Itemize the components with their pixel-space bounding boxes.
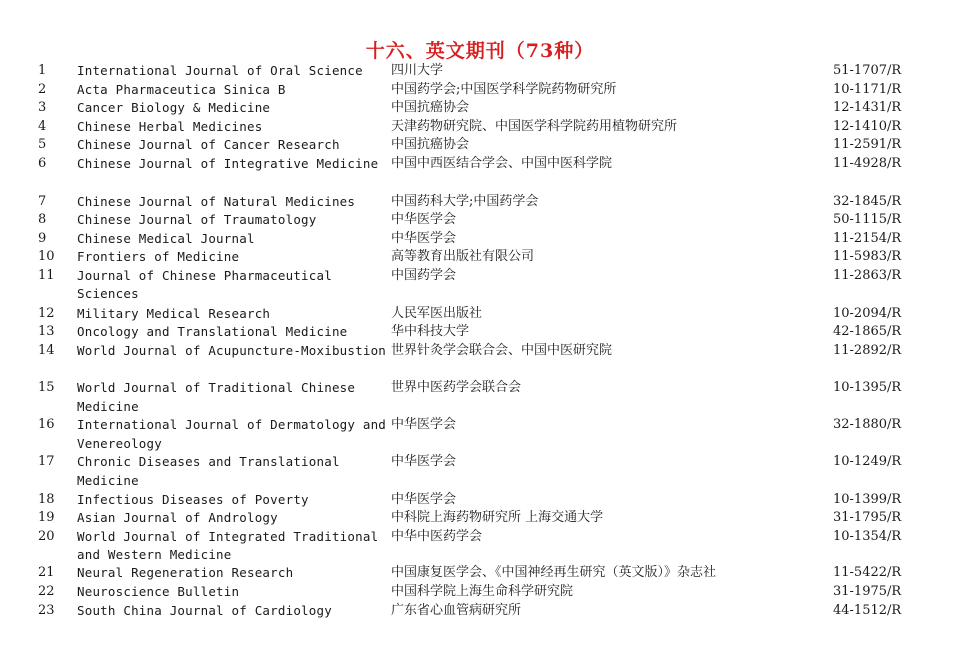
row-number: 12: [38, 305, 55, 321]
cn-code: 11-2892/R: [833, 342, 902, 358]
cn-code: 31-1795/R: [833, 510, 902, 525]
cn-code: 12-1410/R: [833, 118, 902, 134]
cn-code: 10-1171/R: [833, 81, 902, 97]
journal-name: Chinese Journal of Cancer Research: [77, 137, 340, 152]
cn-code: 12-1431/R: [833, 100, 902, 115]
row-number: 23: [38, 602, 55, 618]
journal-name: Cancer Biology & Medicine: [77, 100, 271, 115]
row-number: 6: [38, 155, 47, 171]
publisher: 中国科学院上海生命科学研究院: [391, 584, 574, 599]
row-number: 7: [38, 193, 47, 209]
publisher: 中国抗癌协会: [391, 137, 470, 152]
cn-code: 42-1865/R: [833, 324, 902, 339]
publisher: 中国中西医结合学会、中国中医科学院: [391, 155, 613, 171]
row-number: 15: [38, 380, 55, 395]
journal-name: Acta Pharmaceutica Sinica B: [77, 81, 286, 97]
publisher: 中国药学会;中国医学科学院药物研究所: [391, 81, 617, 97]
publisher: 中华医学会: [391, 212, 457, 227]
publisher: 世界中医药学会联合会: [391, 380, 522, 395]
journal-name: Chinese Journal of Natural Medicines: [77, 193, 356, 209]
publisher: 中国药学会: [391, 267, 457, 283]
row-number: 19: [38, 510, 55, 525]
cn-code: 11-5983/R: [833, 249, 902, 264]
row-number: 4: [38, 118, 47, 134]
cn-code: 11-2154/R: [833, 230, 902, 246]
journal-name: Oncology and Translational Medicine: [77, 324, 348, 339]
cn-code: 11-5422/R: [833, 565, 902, 580]
row-number: 16: [38, 417, 55, 432]
journal-name: Frontiers of Medicine: [77, 249, 240, 264]
cn-code: 10-1354/R: [833, 528, 902, 544]
journal-name: Chinese Herbal Medicines: [77, 118, 263, 134]
journal-name: International Journal of Dermatology and Venereology: [77, 417, 387, 451]
journal-name: World Journal of Acupuncture-Moxibustion: [77, 342, 387, 358]
publisher: 四川大学: [391, 63, 444, 78]
cn-code: 10-1395/R: [833, 380, 902, 395]
row-number: 10: [38, 249, 55, 264]
cn-code: 32-1845/R: [833, 193, 902, 209]
journal-name: World Journal of Integrated Traditional and Western Medicine: [77, 528, 379, 562]
publisher: 中国抗癌协会: [391, 100, 470, 115]
journal-name: Neural Regeneration Research: [77, 565, 294, 580]
cn-code: 50-1115/R: [833, 212, 902, 227]
publisher: 中华医学会: [391, 454, 457, 469]
publisher: 天津药物研究院、中国医学科学院药用植物研究所: [391, 118, 678, 134]
publisher: 中华医学会: [391, 491, 457, 507]
row-number: 17: [38, 454, 55, 469]
cn-code: 11-2591/R: [833, 137, 902, 152]
publisher: 广东省心血管病研究所: [391, 602, 522, 618]
publisher: 华中科技大学: [391, 324, 470, 339]
row-number: 3: [38, 100, 47, 115]
journal-name: World Journal of Traditional Chinese Medicine: [77, 380, 356, 414]
row-number: 9: [38, 230, 47, 246]
cn-code: 51-1707/R: [833, 63, 902, 78]
row-number: 1: [38, 63, 47, 78]
publisher: 中国康复医学会、《中国神经再生研究（英文版）》杂志社: [391, 565, 717, 580]
row-number: 8: [38, 212, 47, 227]
journal-name: Asian Journal of Andrology: [77, 510, 278, 525]
publisher: 中科院上海药物研究所 上海交通大学: [391, 510, 604, 525]
row-number: 2: [38, 81, 47, 97]
journal-name: Military Medical Research: [77, 305, 271, 321]
cn-code: 31-1975/R: [833, 584, 902, 599]
cn-code: 10-1399/R: [833, 491, 902, 507]
journal-name: Journal of Chinese Pharmaceutical Sciences: [77, 267, 332, 301]
cn-code: 32-1880/R: [833, 417, 902, 432]
journal-name: Chinese Journal of Traumatology: [77, 212, 317, 227]
publisher: 中华医学会: [391, 230, 457, 246]
cn-code: 11-4928/R: [833, 155, 902, 171]
cn-code: 10-1249/R: [833, 454, 902, 469]
row-number: 18: [38, 491, 55, 507]
publisher: 中国药科大学;中国药学会: [391, 193, 539, 209]
journal-name: Chinese Medical Journal: [77, 230, 255, 246]
publisher: 高等教育出版社有限公司: [391, 249, 535, 264]
page-title: 十六、英文期刊（73种）: [365, 40, 595, 62]
row-number: 14: [38, 342, 55, 358]
journal-name: Chronic Diseases and Translational Medicine: [77, 454, 340, 488]
row-number: 20: [38, 528, 55, 544]
publisher: 中华中医药学会: [391, 528, 483, 544]
journal-name: Chinese Journal of Integrative Medicine: [77, 155, 379, 171]
row-number: 5: [38, 137, 47, 152]
journal-name: South China Journal of Cardiology: [77, 602, 332, 618]
journal-name: Infectious Diseases of Poverty: [77, 491, 309, 507]
row-number: 22: [38, 584, 55, 599]
row-number: 13: [38, 324, 55, 339]
publisher: 世界针灸学会联合会、中国中医研究院: [391, 342, 613, 358]
row-number: 21: [38, 565, 55, 580]
cn-code: 44-1512/R: [833, 602, 902, 618]
publisher: 中华医学会: [391, 417, 457, 432]
journal-name: International Journal of Oral Science: [77, 63, 363, 78]
row-number: 11: [38, 267, 55, 283]
journal-name: Neuroscience Bulletin: [77, 584, 240, 599]
cn-code: 11-2863/R: [833, 267, 902, 283]
cn-code: 10-2094/R: [833, 305, 902, 321]
publisher: 人民军医出版社: [391, 305, 483, 321]
